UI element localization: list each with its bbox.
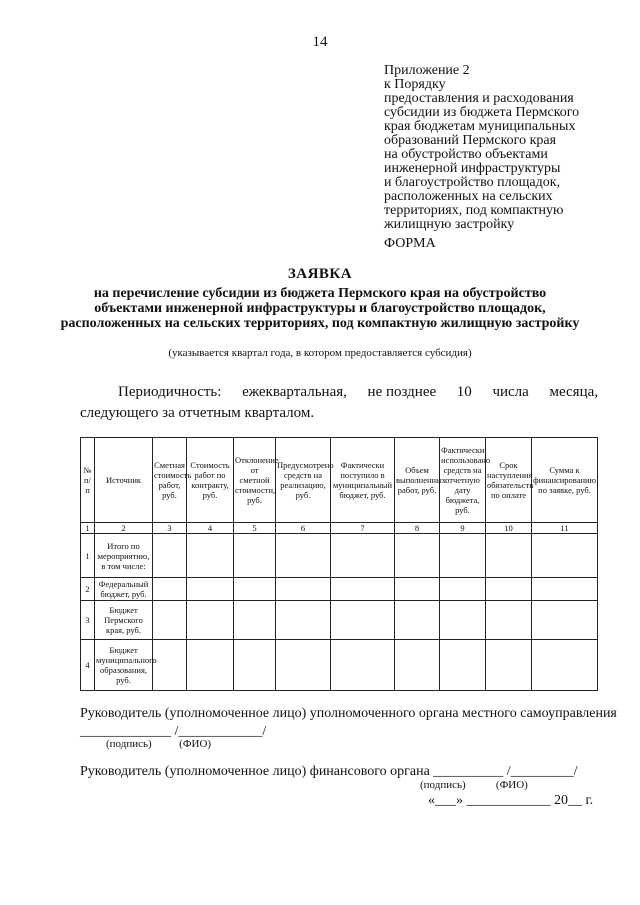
appendix-line: к Порядку <box>384 77 446 92</box>
table-row <box>81 640 598 691</box>
empty-cell <box>440 601 486 640</box>
empty-cell <box>486 534 532 578</box>
appendix-header <box>384 64 624 232</box>
form-label: ФОРМА <box>384 236 436 251</box>
empty-cell <box>532 640 598 691</box>
row-number: 4 <box>81 640 95 691</box>
row-number: 1 <box>81 534 95 578</box>
table-row <box>81 578 598 601</box>
column-header: Стоимость работ по контракту, руб. <box>187 438 234 523</box>
column-number: 7 <box>331 523 395 534</box>
column-number-row <box>81 523 598 534</box>
document-subtitle: на перечисление субсидии из бюджета Пермского края на обустройство объектами инженерной инфраструктуры и благоустройство площадок, расположенных на сельских территориях, под компактную жилищную застройку <box>60 286 580 331</box>
appendix-line: жилищную застройку <box>384 217 515 232</box>
appendix-line: расположенных на сельских <box>384 189 553 204</box>
appendix-line: Приложение 2 <box>384 63 470 78</box>
column-number: 3 <box>153 523 187 534</box>
empty-cell <box>187 578 234 601</box>
request-table <box>80 437 598 691</box>
periodicity-word: числа <box>492 384 529 400</box>
empty-cell <box>153 640 187 691</box>
column-header: Отклонение от сметной стоимости, руб. <box>234 438 276 523</box>
table-row <box>81 534 598 578</box>
empty-cell <box>395 578 440 601</box>
column-header: Срок наступления обязательств по оплате <box>486 438 532 523</box>
empty-cell <box>276 578 331 601</box>
empty-cell <box>395 534 440 578</box>
empty-cell <box>234 601 276 640</box>
periodicity-line <box>118 384 598 401</box>
empty-cell <box>395 640 440 691</box>
table-row <box>81 601 598 640</box>
empty-cell <box>532 534 598 578</box>
appendix-line: и благоустройство площадок, <box>384 175 561 190</box>
empty-cell <box>331 578 395 601</box>
periodicity-word: не позднее <box>367 384 437 400</box>
column-header: Предусмотрено средств на реализацию, руб. <box>276 438 331 523</box>
row-source: Федеральный бюджет, руб. <box>95 578 153 601</box>
row-source: Бюджет муниципального образования, руб. <box>95 640 153 691</box>
empty-cell <box>234 534 276 578</box>
column-number: 10 <box>486 523 532 534</box>
column-header: Сумма к финансированию по заявке, руб. <box>532 438 598 523</box>
empty-cell <box>234 578 276 601</box>
appendix-line: предоставления и расходования <box>384 91 574 106</box>
column-header: Объем выполненных работ, руб. <box>395 438 440 523</box>
column-header: Фактически поступило в муниципальный бюджет, руб. <box>331 438 395 523</box>
column-number: 6 <box>276 523 331 534</box>
column-header: Источник <box>95 438 153 523</box>
column-number: 9 <box>440 523 486 534</box>
row-number: 3 <box>81 601 95 640</box>
empty-cell <box>276 601 331 640</box>
empty-cell <box>331 601 395 640</box>
empty-cell <box>532 601 598 640</box>
row-number: 2 <box>81 578 95 601</box>
date-line: «___» ____________ 20__ г. <box>428 793 594 808</box>
empty-cell <box>276 640 331 691</box>
appendix-line: инженерной инфраструктуры <box>384 161 561 176</box>
empty-cell <box>440 640 486 691</box>
column-header: Сметная стоимость работ, руб. <box>153 438 187 523</box>
column-number: 8 <box>395 523 440 534</box>
row-source: Бюджет Пермского края, руб. <box>95 601 153 640</box>
empty-cell <box>440 534 486 578</box>
empty-cell <box>153 578 187 601</box>
empty-cell <box>153 534 187 578</box>
column-number: 5 <box>234 523 276 534</box>
appendix-line: субсидии из бюджета Пермского <box>384 105 580 120</box>
column-number: 4 <box>187 523 234 534</box>
periodicity-word: месяца, <box>549 384 598 400</box>
empty-cell <box>331 640 395 691</box>
appendix-line: образований Пермского края <box>384 133 557 148</box>
empty-cell <box>486 640 532 691</box>
appendix-line: на обустройство объектами <box>384 147 548 162</box>
table-header-row <box>81 438 598 523</box>
document-title: ЗАЯВКА <box>287 266 353 282</box>
empty-cell <box>440 578 486 601</box>
empty-cell <box>187 601 234 640</box>
empty-cell <box>486 601 532 640</box>
empty-cell <box>331 534 395 578</box>
empty-cell <box>486 578 532 601</box>
empty-cell <box>532 578 598 601</box>
signature-head-finance: Руководитель (уполномоченное лицо) финансового органа __________ /_________/ <box>80 764 578 779</box>
column-header: Фактически использовано средств на отчетную дату бюджета, руб. <box>440 438 486 523</box>
row-source: Итого по мероприятию, в том числе: <box>95 534 153 578</box>
column-number: 2 <box>95 523 153 534</box>
signature-head-local: Руководитель (уполномоченное лицо) уполномоченного органа местного самоуправления <box>80 706 617 721</box>
empty-cell <box>234 640 276 691</box>
quarter-note: (указывается квартал года, в котором предоставляется субсидия) <box>168 347 472 359</box>
column-number: 11 <box>532 523 598 534</box>
empty-cell <box>395 601 440 640</box>
periodicity-word: ежеквартальная, <box>242 384 347 400</box>
empty-cell <box>187 640 234 691</box>
appendix-line: территориях, под компактную <box>384 203 564 218</box>
column-number: 1 <box>81 523 95 534</box>
signature-caption-finance: (подпись) (ФИО) <box>420 779 528 791</box>
periodicity-word: 10 <box>456 384 472 400</box>
page-number: 14 <box>312 34 328 50</box>
empty-cell <box>187 534 234 578</box>
appendix-line: края бюджетам муниципальных <box>384 119 576 134</box>
periodicity-word: Периодичность: <box>118 384 222 400</box>
column-header: № п/п <box>81 438 95 523</box>
periodicity-line-2: следующего за отчетным кварталом. <box>80 405 315 421</box>
empty-cell <box>276 534 331 578</box>
empty-cell <box>153 601 187 640</box>
signature-line-local: _____________ /____________/ <box>80 724 267 739</box>
signature-caption-local: (подпись) (ФИО) <box>106 738 212 750</box>
